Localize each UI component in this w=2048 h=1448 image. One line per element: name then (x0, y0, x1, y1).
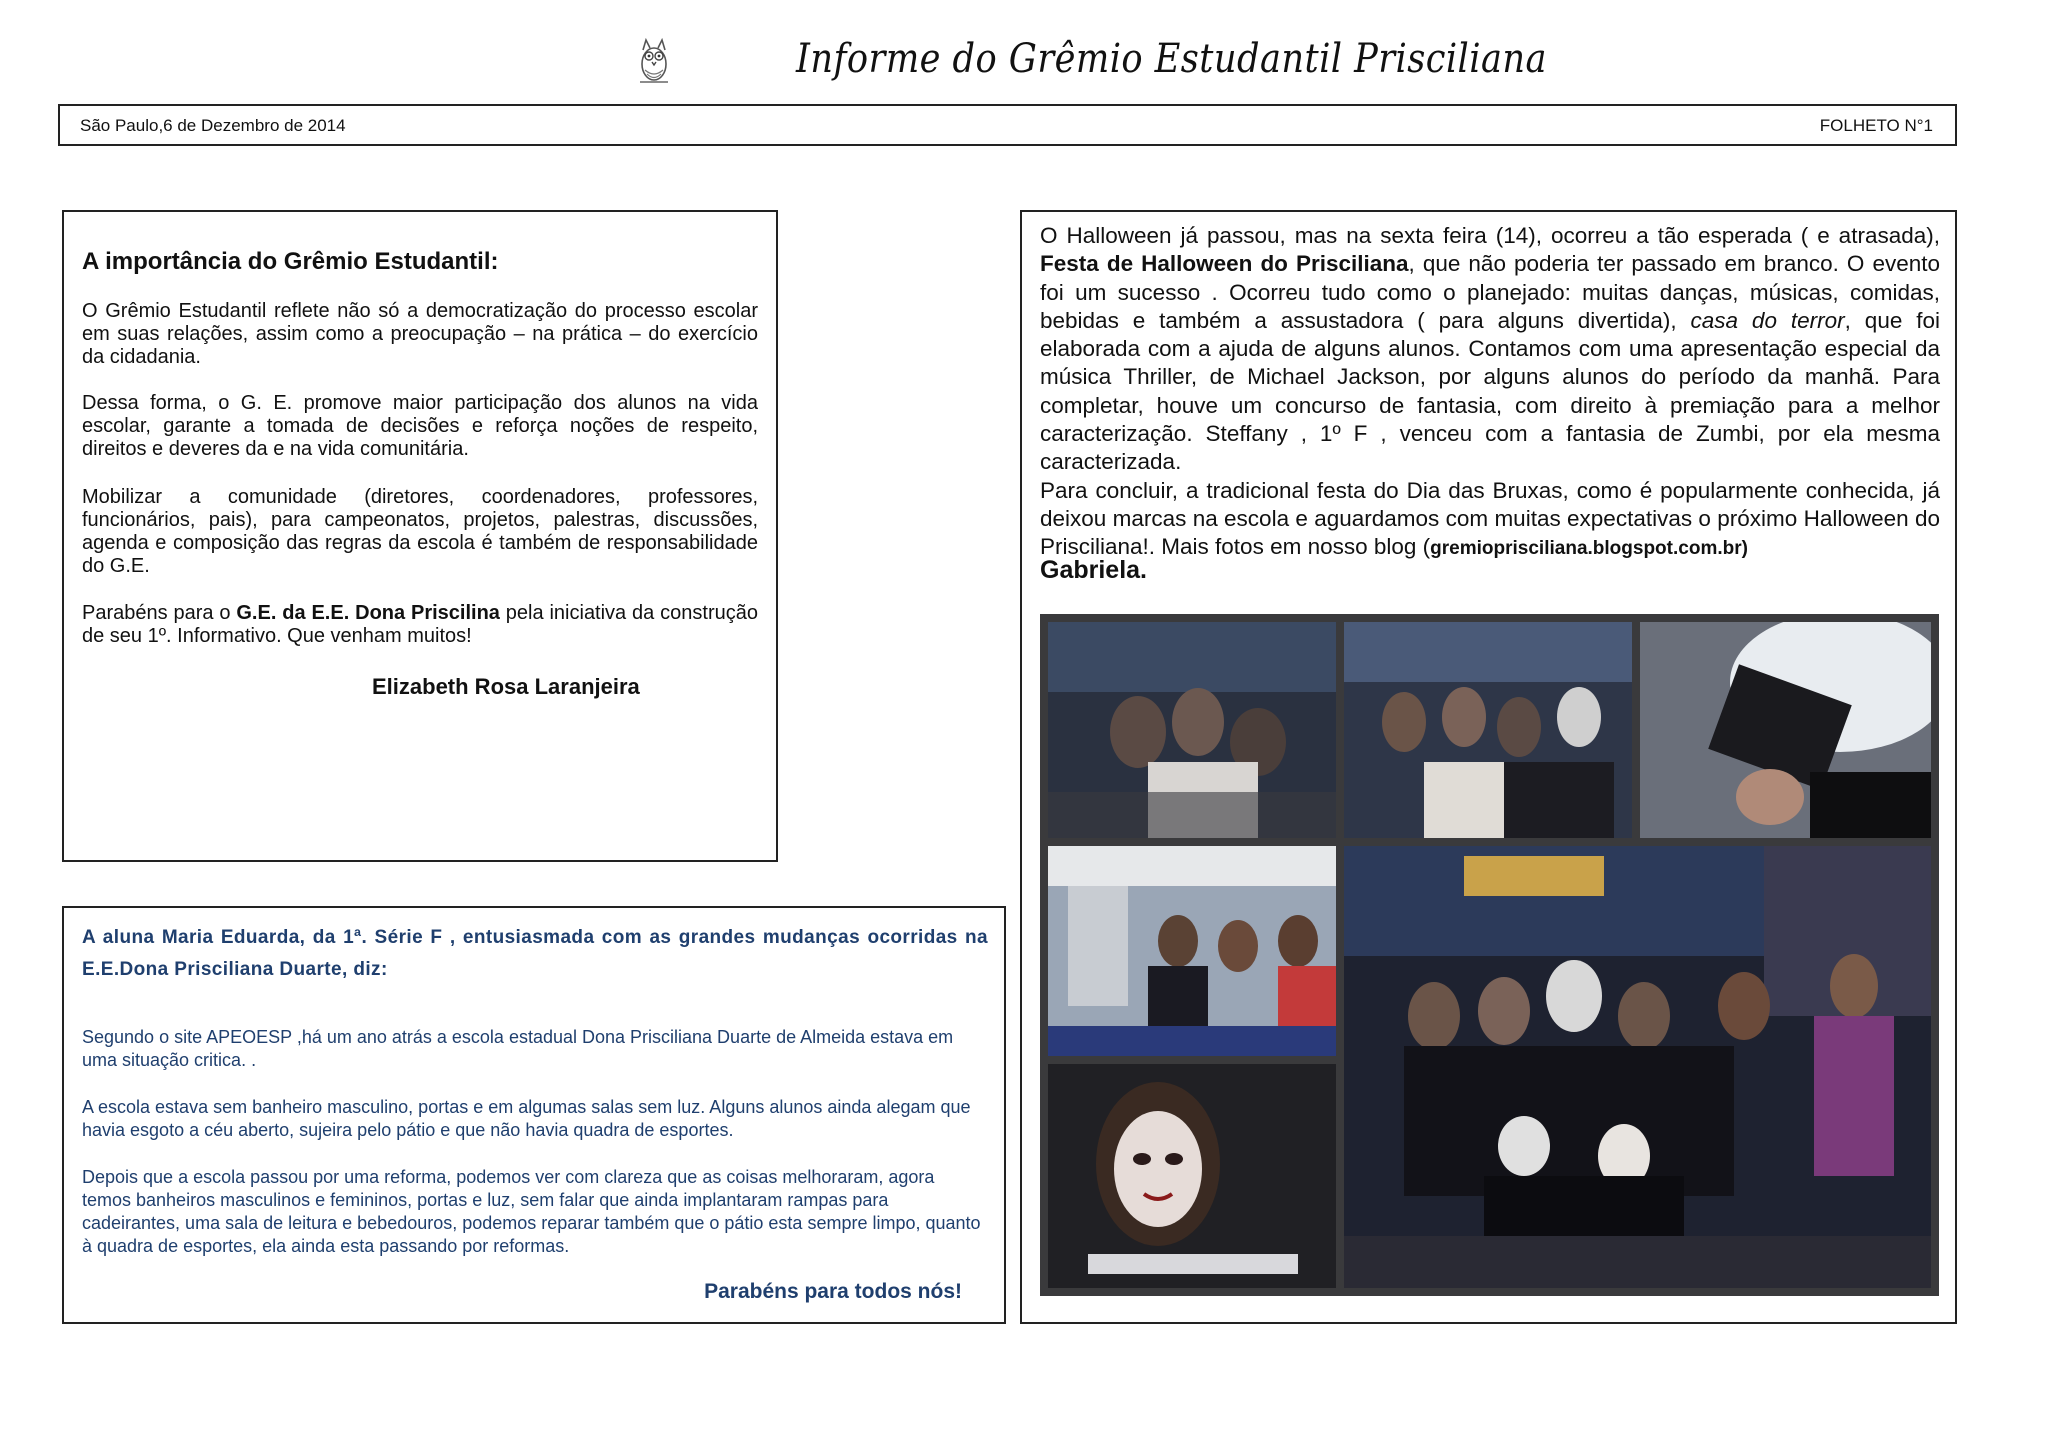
aluna-paragraph-2: A escola estava sem banheiro masculino, portas e em algumas salas sem luz. Alguns alunos ainda alegam que havia esgoto a céu aberto, sujeira pelo pátio e que não havia quadra de esportes. (82, 1097, 971, 1140)
halloween-text-1: O Halloween já passou, mas na sexta feira (14), ocorreu a tão esperada ( e atrasada), (1040, 223, 1940, 248)
halloween-text-4: Para concluir, a tradicional festa do Dia das Bruxas, como é popularmente conhecida, já deixou marcas na escola e aguardamos com muitas expectativas o próximo Halloween do Prisciliana!. Mais fotos em nosso blog ( (1040, 477, 1940, 560)
halloween-article (1020, 210, 1957, 1324)
photo-students-corridor (1048, 846, 1336, 1056)
aluna-article (62, 906, 1006, 1324)
aluna-closing: Parabéns para todos nós! (704, 1280, 962, 1303)
masthead (0, 28, 2048, 98)
aluna-lead: A aluna Maria Eduarda, da 1ª. Série F , entusiasmada com as grandes mudanças ocorridas na E.E.Dona Prisciliana Duarte, diz: (82, 927, 988, 980)
importancia-paragraph-1: O Grêmio Estudantil reflete não só a democratização do processo escolar em suas relações, assim como a preocupação – na prática – do exercício da cidadania. (82, 300, 758, 368)
header-bar (58, 104, 1957, 146)
photo-group-zombies (1344, 622, 1632, 838)
photo-zombie-girl-closeup (1048, 1064, 1336, 1288)
halloween-signature: Gabriela. (1040, 556, 1147, 584)
photo-collage (1040, 614, 1939, 1296)
blog-link[interactable]: gremioprisciliana.blogspot.com.br) (1430, 538, 1748, 560)
importancia-heading: A importância do Grêmio Estudantil: (82, 248, 499, 275)
newsletter-title: Informe do Grêmio Estudantil Prisciliana (796, 36, 1547, 82)
importancia-p4-text-end: pela iniciativa da construção de seu 1º. Informativo. Que venham muitos! (82, 602, 758, 647)
halloween-casa-do-terror: casa do terror (1690, 307, 1845, 333)
aluna-paragraph-1: Segundo o site APEOESP ,há um ano atrás a escola estadual Dona Prisciliana Duarte de Almeida estava em uma situação critica. . (82, 1027, 954, 1070)
halloween-event-name: Festa de Halloween do Prisciliana (1040, 251, 1409, 277)
importancia-paragraph-3: Mobilizar a comunidade (diretores, coordenadores, professores, funcionários, pais), para campeonatos, projetos, palestras, discussões, agenda e composição das regras da escola é também de responsabilidade do G.E. (82, 486, 758, 577)
halloween-text-2: , que não poderia ter passado em branco. O evento foi um sucesso . Ocorreu tudo como o planejado: muitas danças, músicas, comidas, bebidas e também a assustadora ( para alguns divertida), (1040, 251, 1941, 333)
photo-girl-lying-costume (1640, 622, 1931, 838)
importancia-article (62, 210, 778, 862)
importancia-paragraph-4 (82, 602, 758, 648)
aluna-paragraph-3: Depois que a escola passou por uma reforma, podemos ver com clareza que as coisas melhoraram, agora temos banheiros masculinos e femininos, portas e luz, sem falar que ainda implantaram rampas para cadeirantes, uma sala de leitura e bebedouros, podemos reparar também que o pátio esta sempre limpo, quanto à quadra de esportes, ela ainda esta passando por reformas. (82, 1167, 981, 1256)
photo-costumed-students (1048, 622, 1336, 838)
date-line: São Paulo,6 de Dezembro de 2014 (80, 116, 346, 135)
importancia-signature: Elizabeth Rosa Laranjeira (372, 674, 640, 699)
photo-group-costume-party (1344, 846, 1931, 1288)
importancia-p4-bold: G.E. da E.E. Dona Priscilina (236, 602, 500, 624)
halloween-text-3: , que foi elaborada com a ajuda de alguns alunos. Contamos com uma apresentação especial da música Thriller, de Michael Jackson, por alguns alunos do período da manhã. Para completar, houve um concurso de fantasia, com direito à premiação para a melhor caracterização. Steffany , 1º F , venceu com a fantasia de Zumbi, por ela mesma caracterizada. (1040, 307, 1941, 475)
halloween-text (1040, 222, 1940, 564)
issue-number: FOLHETO N°1 (1819, 116, 1933, 135)
importancia-p4-text: Parabéns para o (82, 602, 237, 624)
importancia-paragraph-2: Dessa forma, o G. E. promove maior participação dos alunos na vida escolar, garante a tomada de decisões e reforça noções de respeito, direitos e deveres da e na vida comunitária. (82, 392, 758, 460)
owl-logo-icon (634, 34, 674, 86)
